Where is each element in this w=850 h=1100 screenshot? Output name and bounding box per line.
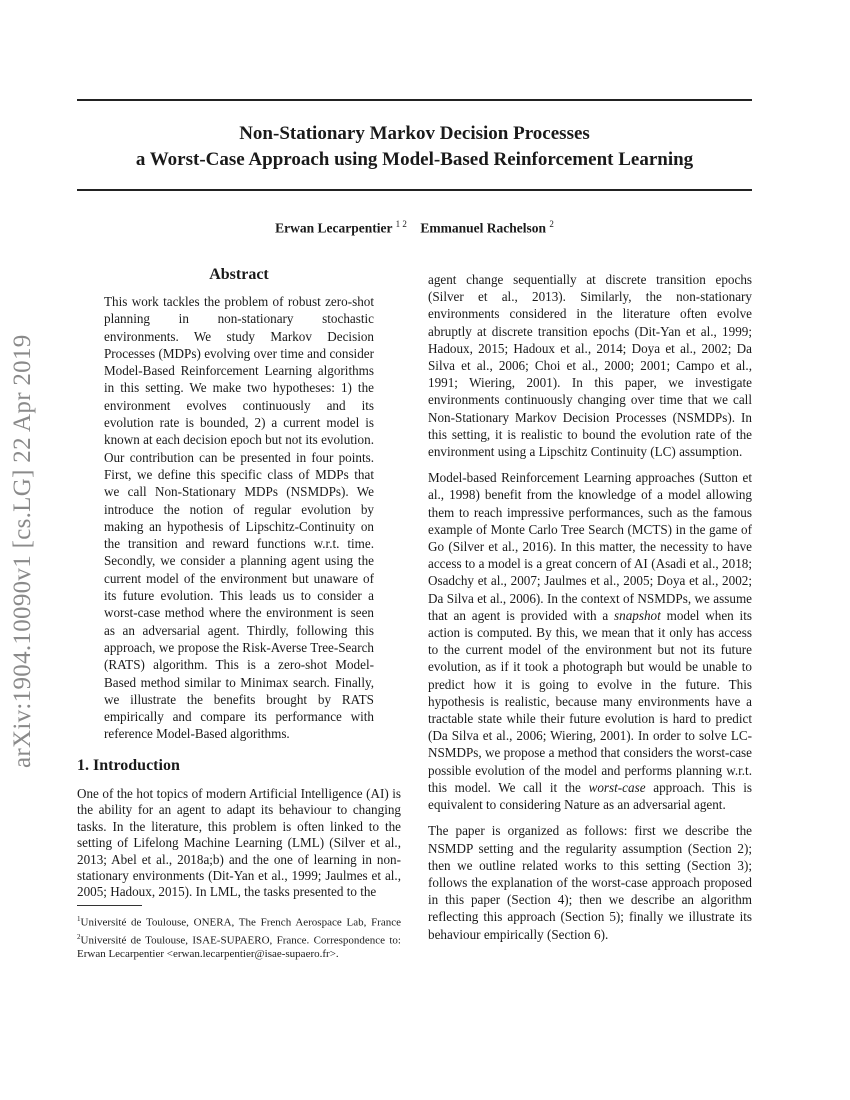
author-1-name: Erwan Lecarpentier: [275, 220, 393, 236]
author-2-affiliation: 2: [549, 219, 554, 229]
bottom-rule: [77, 189, 752, 191]
worst-case-emphasis: worst-case: [588, 779, 646, 795]
right-column: [428, 271, 752, 952]
arxiv-identifier: arXiv:1904.10090v1 [cs.LG] 22 Apr 2019: [9, 334, 36, 768]
footnote-marker-1: 1: [77, 915, 81, 923]
author-2-name: Emmanuel Rachelson: [420, 220, 546, 236]
footnote-affiliation-1: Université de Toulouse, ONERA, The French Aerospace Lab, France: [80, 916, 401, 929]
introduction-heading: 1. Introduction: [77, 757, 180, 774]
paper-title-line-1: Non-Stationary Markov Decision Processes: [239, 123, 590, 144]
paper-title-line-2: a Worst-Case Approach using Model-Based Reinforcement Learning: [135, 149, 694, 170]
footnote-marker-2: 2: [77, 932, 81, 941]
introduction-paragraph-1: agent change sequentially at discrete transition epochs (Silver et al., 2013). Similarly, the non-stationary environments considered in the literature often evolve abruptly at discrete transition epochs (Dit-Yan et al., 1999; Hadoux, 2015; Hadoux et al., 2014; Doya et al., 2002; Da Silva et al., 2006; Choi et al., 2000; 2001; Campo et al., 1991; Wiering, 2001). In this paper, we investigate environments continuously changing over time that we call Non-Stationary Markov Decision Processes (NSMDPs). In this setting, it is realistic to bound the evolution rate of the environment using a Lipschitz Continuity (LC) assumption.: [428, 272, 752, 460]
introduction-paragraph-2-part-a: Model-based Reinforcement Learning approaches (Sutton et al., 1998) benefit from the knowledge of a model allowing them to reach impressive performances, such as the famous example of Monte Carlo Tree Search (MCTS) in the game of Go (Silver et al., 2016). In this matter, the necessity to have access to a model is a great concern of AI (Asadi et al., 2018; Osadchy et al., 2007; Jaulmes et al., 2005; Doya et al., 2002; Da Silva et al., 2006). In the context of NSMDPs, we assume that an agent is provided with a: [428, 470, 752, 623]
top-rule: [77, 99, 752, 101]
footnote-affiliation-2: Université de Toulouse, ISAE-SUPAERO, France. Correspondence to: Erwan Lecarpentier <erwan.lecarpentier@isae-supaero.fr>.: [77, 934, 401, 961]
author-1-affiliation: 1 2: [395, 219, 407, 229]
introduction-paragraph-3: The paper is organized as follows: first we describe the NSMDP setting and the regularity assumption (Section 2); then we outline related works to this setting (Section 3); follows the explanation of the worst-case approach proposed in this paper (Section 4); then we describe an algorithm reflecting this approach (Section 5); finally we illustrate its behaviour empirically (Section 6).: [428, 823, 752, 942]
affiliation-footnote: [77, 912, 401, 961]
introduction-paragraph-2-part-c: approach. This is equivalent to considering Nature as an adversarial agent.: [428, 779, 752, 813]
snapshot-emphasis: snapshot: [614, 607, 661, 623]
author-line: [77, 219, 752, 237]
abstract-body: This work tackles the problem of robust zero-shot planning in non-stationary stochastic environments. We study Markov Decision Processes (MDPs) evolving over time and consider Model-Based Reinforcement Learning algorithms in this setting. We make two hypotheses: 1) the environment evolves continuously and its evolution rate is bounded, 2) a current model is known at each decision epoch but not its evolution. Our contribution can be presented in four points. First, we define this specific class of MDPs that we call Non-Stationary MDPs (NSMDPs). We introduce the notion of regular evolution by making an hypothesis of Lipschitz-Continuity on the transition and reward functions w.r.t. time. Secondly, we consider a planning agent using the current model of the environment but unaware of its future evolution. This leads us to consider a worst-case method where the environment is seen as an adversarial agent. Thirdly, following this approach, we propose the Risk-Averse Tree-Search (RATS) algorithm. This is a zero-shot Model-Based method similar to Minimax search. Finally, we illustrate the benefits brought by RATS empirically and compare its performance with reference Model-Based algorithms.: [104, 294, 374, 742]
footnote-rule: [77, 905, 142, 906]
abstract-heading: Abstract: [209, 266, 269, 283]
introduction-paragraph-2: [428, 469, 752, 813]
introduction-left-paragraph: One of the hot topics of modern Artificial Intelligence (AI) is the ability for an agent to adapt its behaviour to changing tasks. In the literature, this problem is often linked to the setting of Lifelong Machine Learning (LML) (Silver et al., 2013; Abel et al., 2018a;b) and the one of learning in non-stationary environments (Dit-Yan et al., 1999; Jaulmes et al., 2005; Hadoux, 2015). In LML, the tasks presented to the: [77, 786, 401, 900]
introduction-paragraph-2-part-b: model when its action is computed. By this, we mean that it only has access to the current model of the environment but not its future evolution, as if it took a photograph but would be unable to predict how it is going to evolve in the future. This hypothesis is realistic, because many environments have a tractable state while their future evolution is hard to predict (Da Silva et al., 2006; Wiering, 2001). In order to solve LC-NSMDPs, we propose a method that considers the worst-case possible evolution of the model and performs planning w.r.t. this model. We call it the: [428, 607, 752, 795]
